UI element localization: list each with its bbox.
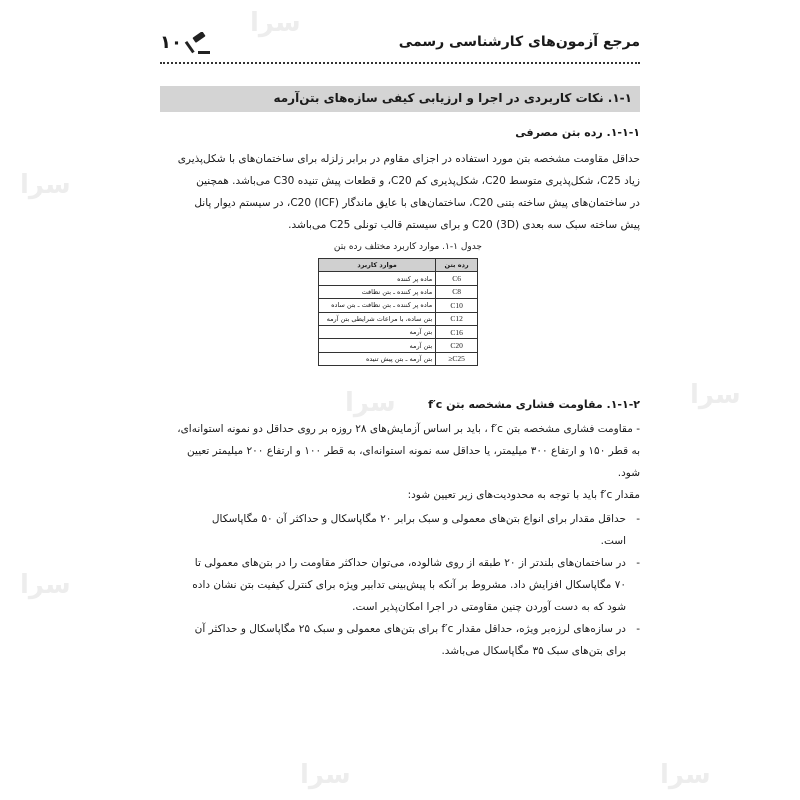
table-header-row <box>319 259 478 272</box>
list-item-line: در ساختمان‌های بلندتر از ۲۰ طبقه از روی شالوده، می‌توان حداکثر مقاومت را در بتن‌های معمولی تا <box>194 557 626 569</box>
list-item-line: در سازه‌های لرزه‌بر ویژه، حداقل مقدار f′c برای بتن‌های معمولی و سبک ۲۵ مگاپاسکال و حداکثر آن <box>194 623 626 635</box>
grade-cell: C25≤ <box>436 352 478 365</box>
list-item-line: حداقل مقدار برای انواع بتن‌های معمولی و سبک برابر ۲۰ مگاپاسکال و حداکثر آن ۵۰ مگاپاسکال <box>211 513 626 525</box>
concrete-grade-table <box>318 258 478 366</box>
watermark: سرا <box>300 760 351 790</box>
paragraph-line: حداقل مقاومت مشخصه بتن مورد استفاده در اجزای مقاوم در برابر زلزله برای ساختمان‌های با شکل‌پذیری <box>177 153 640 165</box>
usage-cell: بتن ساده، با مراعات شرایطی بتن آرمه <box>319 312 436 325</box>
grade-cell: C12 <box>436 312 478 325</box>
paragraph-line: پیش ساخته سبک سه بعدی (3D) C20 و برای سیستم قالب تونلی C25 می‌باشد. <box>288 219 640 231</box>
paragraph-line: به قطر ۱۵۰ و ارتفاع ۳۰۰ میلیمتر، یا حداقل سه نمونه استوانه‌ای، به قطر ۱۰۰ و ارتفاع ۲۰۰ میلیمتر تعیین <box>187 445 640 457</box>
table-header-usage: موارد کاربرد <box>319 259 436 272</box>
limits-intro <box>160 484 640 506</box>
table-row <box>319 299 478 312</box>
table-row <box>319 325 478 338</box>
list-item-line: است. <box>600 535 626 547</box>
table-row <box>319 339 478 352</box>
list-item <box>160 508 640 552</box>
usage-cell: بتن آرمه ـ بتن پیش تنیده <box>319 352 436 365</box>
grade-cell: C8 <box>436 285 478 298</box>
paragraph-line: در ساختمان‌های پیش ساخته بتنی C20، ساختمان‌های با عایق ماندگار (ICF) C20، در سیستم دیوار پانل <box>194 197 640 209</box>
subsection-heading-concrete-grade: ۱-۱-۱. رده بتن مصرفی <box>515 126 640 139</box>
paragraph-concrete-grade <box>160 148 640 236</box>
grade-cell: C20 <box>436 339 478 352</box>
section-title: ۱-۱. نکات کاربردی در اجرا و ارزیابی کیفی سازه‌های بتن‌آرمه <box>273 91 632 105</box>
watermark: سرا <box>660 760 711 790</box>
paragraph-line: مقدار f′c باید با توجه به محدودیت‌های زیر تعیین شود: <box>407 489 640 501</box>
grade-cell: C6 <box>436 272 478 285</box>
usage-cell: ماده پر کننده ـ بتن نظافت <box>319 285 436 298</box>
bullet-dash: - <box>636 513 640 525</box>
section-banner <box>160 86 640 112</box>
paragraph-line: شود. <box>617 467 640 479</box>
header-divider <box>160 62 640 64</box>
usage-cell: بتن آرمه <box>319 339 436 352</box>
paragraph-compressive-strength <box>160 418 640 484</box>
table-caption: جدول ۱-۱. موارد کاربرد مختلف رده بتن <box>333 242 482 252</box>
table-row <box>319 352 478 365</box>
subsection-heading-compressive-strength: ۱-۱-۲. مقاومت فشاری مشخصه بتن f′c <box>428 398 640 411</box>
table-row <box>319 272 478 285</box>
list-item-line: شود که به دست آوردن چنین مقاومتی در اجرا امکان‌پذیر است. <box>352 601 626 613</box>
bullet-dash: - <box>636 557 640 569</box>
bullet-dash: - <box>636 623 640 635</box>
list-item <box>160 618 640 662</box>
usage-cell: ماده پر کننده <box>319 272 436 285</box>
paragraph-line: - مقاومت فشاری مشخصه بتن f′c ، باید بر اساس آزمایش‌های ۲۸ روزه بر روی حداقل دو نمونه استوانه‌ای، <box>177 423 640 435</box>
list-item-line: برای بتن‌های سبک ۳۵ مگاپاسکال می‌باشد. <box>441 645 626 657</box>
table-header-grade: رده بتن <box>436 259 478 272</box>
page-header <box>160 28 640 62</box>
list-item-line: ۷۰ مگاپاسکال افزایش داد. مشروط بر آنکه با پیش‌بینی تدابیر ویژه برای کنترل کیفیت بتن نشان داده <box>192 579 626 591</box>
usage-cell: بتن آرمه <box>319 325 436 338</box>
grade-cell: C10 <box>436 299 478 312</box>
grade-cell: C16 <box>436 325 478 338</box>
table-row <box>319 312 478 325</box>
watermark: سرا <box>690 380 741 410</box>
table-row <box>319 285 478 298</box>
list-item <box>160 552 640 618</box>
gavel-icon <box>184 32 212 56</box>
watermark: سرا <box>345 388 396 418</box>
watermark: سرا <box>20 170 71 200</box>
watermark: سرا <box>20 570 71 600</box>
watermark: سرا <box>250 8 301 38</box>
paragraph-line: زیاد C25، شکل‌پذیری متوسط C20، شکل‌پذیری کم C20، و قطعات پیش تنیده C30 می‌باشد. همچنین <box>196 175 640 187</box>
header-title: مرجع آزمون‌های کارشناسی رسمی <box>398 34 640 50</box>
usage-cell: ماده پر کننده ـ بتن نظافت ـ بتن ساده <box>319 299 436 312</box>
page-number: ۱۰ <box>160 32 182 53</box>
